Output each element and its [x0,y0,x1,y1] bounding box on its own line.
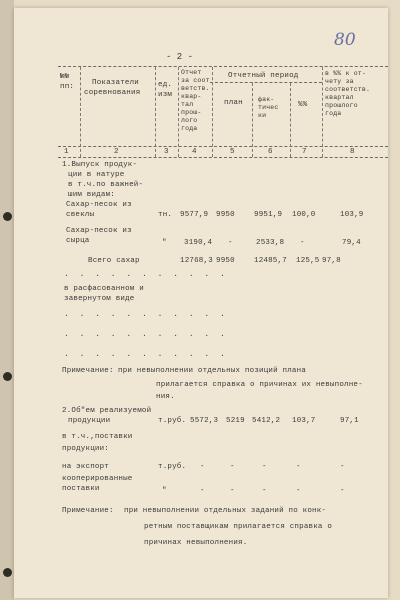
punch-hole [3,372,12,381]
column-divider [322,67,323,157]
column-divider [155,67,156,157]
note1-text-line: прилагается справка о причинах их невыполне- [156,381,363,389]
note2-text-line: причинах невыполнения. [144,539,248,547]
note1-label: Примечание: [62,367,114,375]
column-divider [178,67,179,157]
punch-hole [3,568,12,577]
coop-label: кооперированные поставки [62,475,133,493]
header-col-indicators: Показатели соревнования [84,79,141,97]
row-fact-value: 12485,7 [254,257,287,265]
row-percent-value: 125,5 [296,257,320,265]
row-fact-value: 9951,9 [254,211,283,219]
dash-cell: - [262,487,267,495]
dash-cell: - [230,487,235,495]
punch-hole [3,212,12,221]
note1-text-line: при невыполнении отдельных позиций плана [118,367,307,375]
row-name-packed: в расфасованном и завернутом виде [64,285,144,303]
column-divider [252,83,253,157]
note2-label: Примечание: [62,507,114,515]
section2-sub: в т.ч.,поставки продукции: [62,433,133,453]
period-rule [210,82,322,83]
dash-cell: - [230,463,235,471]
header-col-unit: ед. изм [158,81,173,99]
row-name: Сахар-песок из сырца [66,227,132,245]
header-col-prev-report: Отчет за соот ветств. квар- тал прош- лого года [181,69,210,132]
section2-unit: т.руб. [158,417,187,425]
column-divider [212,67,213,157]
dash-cell: - [296,487,301,495]
section2-fact-value: 5412,2 [252,417,281,425]
row-prev-value: 3190,4 [184,239,213,247]
export-unit: т.руб. [158,463,187,471]
row-plan-value: - [228,239,233,247]
row-prev-percent-value: 79,4 [342,239,361,247]
col-number: 1 [64,148,69,156]
row-name-total: Всего сахар [88,257,140,265]
row-prev-value: 9577,9 [180,211,209,219]
dash-cell: - [340,463,345,471]
dash-cell: - [340,487,345,495]
col-number: 8 [350,148,355,156]
row-name: Сахар-песок из свеклы [66,201,132,219]
col-number: 5 [230,148,235,156]
export-label: на экспорт [62,463,110,471]
col-number: 3 [164,148,169,156]
row-percent-value: 100,0 [292,211,316,219]
section2-prev-percent-value: 97,1 [340,417,359,425]
note2-text-line: ретным поставщикам прилагается справка о [144,523,333,531]
header-col-plan: план [224,99,243,107]
row-unit: " [162,239,167,247]
numbers-bottom-rule [58,157,388,158]
page-number: - 2 - [166,52,194,62]
row-plan-value: 9950 [216,211,235,219]
note1-text-line: ния. [156,393,175,401]
row-unit: тн. [158,211,173,219]
section2-prev-value: 5572,3 [190,417,219,425]
dash-cell: - [200,487,205,495]
section2-percent-value: 103,7 [292,417,316,425]
coop-unit: " [162,487,167,495]
dotted-filler: . . . . . . . . . . . [64,270,228,279]
section2-plan-value: 5219 [226,417,245,425]
dash-cell: - [296,463,301,471]
row-plan-value: 9950 [216,257,235,265]
table-top-rule [58,66,388,67]
column-divider [80,67,81,157]
col-number: 6 [268,148,273,156]
header-col-number: №№ пп: [60,73,75,91]
row-percent-value: - [300,239,305,247]
handwritten-folio-number: 80 [334,30,356,50]
header-col-percent: %% [298,101,308,109]
section1-title: 1.Выпуск продук- ции в натуре в т.ч.по важней- шим видам: [62,161,144,199]
binding-strip [0,0,14,600]
dash-cell: - [262,463,267,471]
dotted-filler: . . . . . . . . . . . [64,330,228,339]
row-prev-value: 12768,3 [180,257,213,265]
dotted-filler: . . . . . . . . . . . [64,310,228,319]
col-number: 7 [302,148,307,156]
row-prev-percent-value: 97,8 [322,257,341,265]
dotted-filler: . . . . . . . . . . . [64,350,228,359]
col-number: 4 [192,148,197,156]
section2-title: 2.Об"ем реализуемой продукции [62,407,152,425]
col-number: 2 [114,148,119,156]
note2-text-line: при невыполнении отдельных заданий по конк- [124,507,327,515]
dash-cell: - [200,463,205,471]
row-fact-value: 2533,8 [256,239,285,247]
header-bottom-rule [58,146,388,147]
header-reporting-period: Отчетный период [228,72,299,80]
row-prev-percent-value: 103,9 [340,211,364,219]
header-col-prev-percent: в %% к от- чету за соответств. квартал прошлого года [325,70,371,117]
column-divider [290,83,291,157]
header-col-fact: фак- тичес ки [258,96,279,119]
